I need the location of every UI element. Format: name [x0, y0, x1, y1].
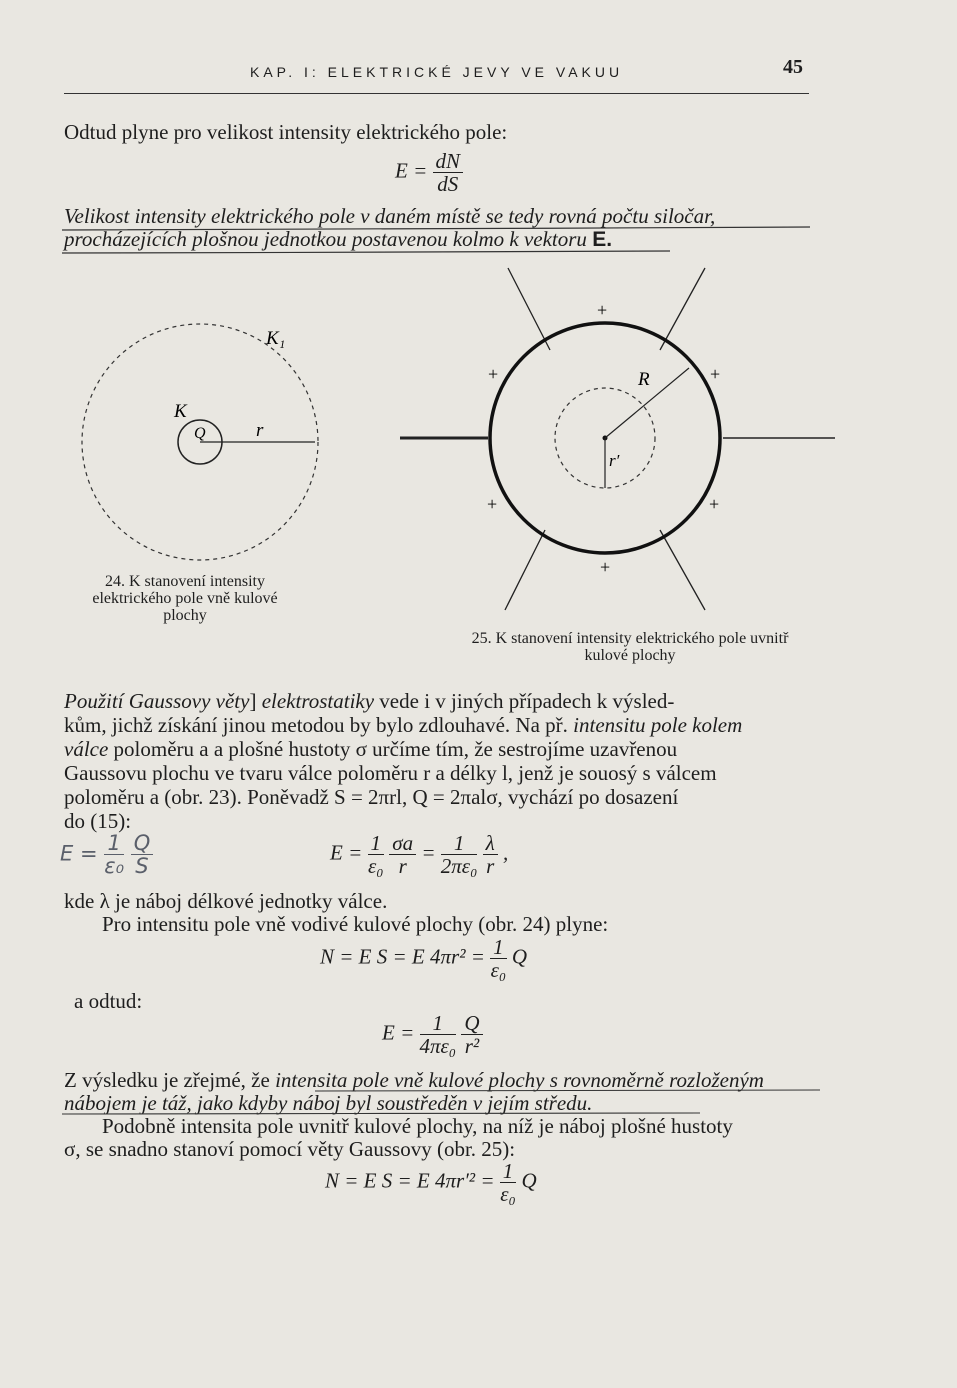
equation-flux-outside: [320, 936, 527, 981]
eq5-fraction: [500, 1160, 517, 1205]
eq1-denominator: dS: [437, 172, 459, 196]
result-line-1-text: Z výsledku je zřejmé, že: [64, 1068, 270, 1092]
eq5-num: 1: [500, 1160, 517, 1183]
gauss-line-3-italic: válce: [64, 737, 109, 761]
pencil-note-num-1: 1: [104, 832, 124, 855]
page-number: 45: [783, 56, 803, 78]
fig25-field-line: [660, 530, 705, 610]
fig24-label-q: Q: [194, 425, 206, 442]
eq2-den-3: 2πε₀: [440, 854, 478, 878]
pencil-note-den-1: ε₀: [104, 854, 125, 878]
gauss-line-2-italic: intensitu pole kolem: [573, 713, 743, 737]
gauss-line-1-bracket: ]: [249, 689, 257, 713]
pencil-underlines: [60, 224, 820, 264]
fig24-label-k1: K₁: [266, 328, 286, 349]
similar-line-2: σ, se snadno stanoví pomocí věty Gaussovy (obr. 25):: [64, 1137, 516, 1161]
figure-24: [70, 320, 330, 580]
fig25-label-r: r′: [609, 451, 620, 470]
gauss-line-3: [64, 738, 824, 760]
fig25-plus-sign: +: [488, 364, 499, 384]
eq2-fraction-4: [483, 832, 498, 877]
gauss-line-1: [64, 690, 824, 712]
gauss-line-1-rest: vede i v jiných případech k výsled-: [379, 689, 675, 713]
gauss-line-1-italic: Použití Gaussovy věty: [64, 689, 250, 713]
fig25-field-line: [508, 268, 550, 350]
fig25-plus-sign: +: [709, 494, 720, 514]
similar-line-1: Podobně intensita pole uvnitř kulové plochy, na níž je náboj plošné hustoty: [102, 1114, 733, 1138]
eq3-den: ε₀: [490, 958, 507, 982]
eq2-den-2: r: [398, 854, 407, 878]
eq2-num-3: 1: [441, 832, 478, 855]
equation-flux-inside: [325, 1160, 537, 1205]
eq5-lhs: N = E S = E 4πr′² =: [325, 1168, 495, 1193]
fig25-plus-sign: +: [597, 300, 608, 320]
result-line-2: nábojem je táž, jako kdyby náboj byl soustředěn v jejím středu.: [64, 1091, 593, 1115]
definition-line-1: Velikost intensity elektrického pole v daném místě se tedy rovná počtu siločar,: [64, 204, 716, 228]
eq4-den-1: 4πε₀: [419, 1034, 457, 1058]
pencil-note-fraction-2: [131, 832, 154, 877]
gauss-line-4: Gaussovu plochu ve tvaru válce poloměru r a délky l, jenž je souosý s válcem: [64, 761, 717, 785]
paragraph-odtud: a odtud:: [74, 989, 143, 1013]
definition-line-2-text: procházejících plošnou jednotkou postavenou kolmo k vektoru: [64, 227, 587, 251]
eq1-numerator: dN: [433, 150, 464, 173]
fig25-caption-line: kulové plochy: [584, 647, 676, 664]
fig25-field-line: [505, 530, 545, 610]
eq3-lhs: N = E S = E 4πr² =: [320, 944, 485, 969]
figure-24-caption: [60, 573, 310, 624]
eq2-num-2: σa: [389, 832, 416, 855]
fig25-field-line: [660, 268, 705, 350]
fig24-caption-line: 24. K stanovení intensity: [105, 573, 265, 590]
running-title: KAP. I: ELEKTRICKÉ JEVY VE VAKUU: [250, 64, 624, 80]
equation-cylinder-field: [330, 832, 508, 877]
eq4-num-2: Q: [461, 1012, 482, 1035]
vector-e: E.: [592, 228, 613, 251]
figure-25-caption: [420, 630, 840, 664]
pencil-note-lhs: E =: [60, 841, 98, 866]
gauss-line-2: [64, 714, 824, 736]
eq2-fraction-2: [389, 832, 416, 877]
fig25-caption-line: 25. K stanovení intensity elektrického pole uvnitř: [471, 630, 789, 647]
eq2-lhs: E =: [330, 840, 363, 865]
fig24-label-k: K: [174, 401, 187, 422]
eq4-fraction-1: [420, 1012, 457, 1057]
eq4-lhs: E =: [382, 1020, 415, 1045]
eq2-den-4: r: [486, 854, 495, 878]
pencil-note-num-2: Q: [131, 832, 154, 855]
eq4-den-2: r²: [464, 1034, 480, 1058]
result-line-1-italic: intensita pole vně kulové plochy s rovnoměrně rozloženým: [275, 1068, 764, 1092]
eq3-fraction: [490, 936, 507, 981]
equation-e-dn-ds: [395, 150, 463, 195]
equation-field-outside: [382, 1012, 483, 1057]
eq2-num-1: 1: [368, 832, 385, 855]
eq5-den: ε₀: [500, 1182, 516, 1206]
fig25-label-R: R: [638, 369, 650, 390]
eq1-fraction: [433, 150, 464, 195]
eq5-tail: Q: [521, 1168, 537, 1193]
fig24-label-r: r: [256, 420, 264, 441]
gauss-line-5: poloměru a (obr. 23). Poněvadž S = 2πrl, Q = 2πalσ, vychází po dosazení: [64, 785, 679, 809]
paragraph-intro: Odtud plyne pro velikost intensity elektrického pole:: [64, 120, 508, 144]
gauss-line-3-rest: poloměru a a plošné hustoty σ určíme tím, že sestrojíme uzavřenou: [113, 737, 678, 761]
eq3-num: 1: [490, 936, 507, 959]
gauss-line-2-text: kům, jichž získání jinou metodou by bylo zdlouhavé. Na př.: [64, 713, 568, 737]
fig24-caption-line: elektrického pole vně kulové: [92, 590, 278, 607]
paragraph-kde: kde λ je náboj délkové jednotky válce.: [64, 889, 388, 913]
fig25-plus-sign: +: [600, 557, 611, 577]
gauss-line-6: do (15):: [64, 809, 132, 833]
eq1-lhs: E =: [395, 158, 428, 183]
pencil-note: [60, 832, 153, 877]
eq4-num-1: 1: [420, 1012, 457, 1035]
pencil-note-den-2: S: [135, 854, 149, 878]
eq2-fraction-1: [368, 832, 385, 877]
fig25-plus-sign: +: [710, 364, 721, 384]
eq4-fraction-2: [461, 1012, 482, 1057]
pencil-note-fraction-1: [104, 832, 124, 877]
eq2-comma: ,: [503, 840, 509, 865]
header-rule: [64, 93, 809, 94]
eq2-fraction-3: [441, 832, 478, 877]
fig25-plus-sign: +: [487, 494, 498, 514]
paragraph-pro: Pro intensitu pole vně vodivé kulové plochy (obr. 24) plyne:: [102, 912, 609, 936]
figure-25: [390, 260, 850, 630]
eq2-num-4: λ: [483, 832, 498, 855]
eq3-tail: Q: [511, 944, 528, 969]
eq2-equals: =: [421, 840, 436, 865]
gauss-line-1-italic-2: elektrostatiky: [261, 689, 375, 713]
fig24-caption-line: plochy: [163, 607, 207, 624]
eq2-den-1: ε₀: [367, 854, 384, 878]
